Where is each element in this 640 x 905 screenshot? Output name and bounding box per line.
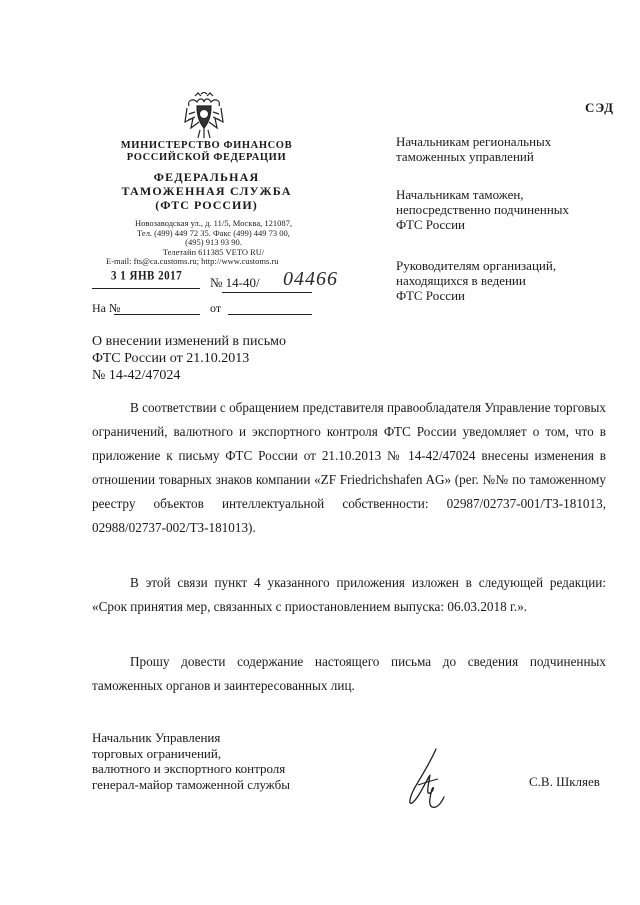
reference-date-label: от — [210, 301, 222, 315]
reference-number-label: На № — [92, 301, 121, 315]
sender-address — [106, 219, 321, 267]
addressee-line: Начальникам региональных — [396, 134, 552, 149]
addressee-line: ФТС России — [396, 217, 465, 232]
number-underline — [222, 292, 312, 293]
subject-line: ФТС России от 21.10.2013 — [92, 351, 250, 366]
body-paragraph-2: В этой связи пункт 4 указанного приложения изложен в следующей редакции: «Срок принятия мер, связанных с приостановлением выпуска: 06.03.2018 г.». — [92, 575, 606, 614]
double-headed-eagle-emblem-icon — [183, 92, 225, 140]
addressee-line: ФТС России — [396, 288, 465, 303]
address-line: Телетайп 611385 VETO RU/ — [162, 246, 265, 257]
outgoing-number-prefix: № 14-40/ — [210, 275, 260, 290]
subject-line: № 14-42/47024 — [92, 368, 181, 383]
addressee-line: непосредственно подчиненных — [396, 202, 570, 217]
addressee-line: Руководителям организаций, — [396, 258, 557, 273]
signatory-title-line: валютного и экспортного контроля — [92, 761, 286, 776]
service-name-line1: ФЕДЕРАЛЬНАЯ — [153, 170, 260, 184]
addressee-block — [396, 258, 626, 303]
date-underline — [92, 288, 200, 289]
subject-line: О внесении изменений в письмо — [92, 334, 286, 349]
ministry-name-line2: РОССИЙСКОЙ ФЕДЕРАЦИИ — [126, 152, 287, 163]
addressee-block — [396, 187, 626, 232]
body-paragraph-3: Прошу довести содержание настоящего письма до сведения подчиненных таможенных органов и заинтересованных лиц. — [92, 654, 606, 693]
reference-date-line — [228, 314, 312, 315]
outgoing-number-handwritten: 04466 — [283, 268, 338, 290]
address-line: Новозаводская ул., д. 11/5, Москва, 121087, — [135, 218, 292, 228]
address-line: Тел. (499) 449 72 35. Факс (499) 449 73 00, — [137, 227, 290, 238]
handwritten-signature — [400, 745, 455, 815]
reference-number-line — [114, 314, 200, 315]
sender-header — [104, 140, 309, 212]
addressee-line: находящихся в ведении — [396, 273, 526, 288]
signatory-name: С.В. Шкляев — [529, 774, 600, 789]
service-name-line2: ТАМОЖЕННАЯ СЛУЖБА — [121, 184, 292, 198]
registration-date-stamp: 3 1 ЯНВ 2017 — [111, 269, 183, 283]
address-line: (495) 913 93 90. — [185, 237, 242, 248]
service-name-line3: (ФТС РОССИИ) — [155, 198, 258, 212]
signatory-title-line: генерал-майор таможенной службы — [92, 776, 290, 792]
signatory-title-line: Начальник Управления — [92, 730, 221, 745]
addressee-line: Начальникам таможен, — [396, 187, 524, 202]
signatory-title — [92, 730, 290, 792]
registry-mark: СЭД — [585, 100, 615, 115]
ministry-name-line1: МИНИСТЕРСТВО ФИНАНСОВ — [120, 140, 293, 151]
addressee-block — [396, 134, 626, 164]
letter-subject — [92, 333, 286, 384]
signatory-title-line: торговых ограничений, — [92, 745, 222, 761]
body-paragraph-1: В соответствии с обращением представителя правообладателя Управление торговых ограничений, валютного и экспортного контроля ФТС России уведомляет о том, что в приложение к письму ФТС России от 21.10.2013 № 14-42/47024 внесены изменения в отношении товарных знаков компании «ZF Friedrichshafen AG» (рег. №№ по таможенному реестру объектов интеллектуальной собственности: 02987/02737-001/ТЗ-181013, 02988/02737-002/ТЗ-181013). — [92, 400, 606, 535]
addressee-line: таможенных управлений — [396, 149, 534, 164]
email-line: E-mail: fts@ca.customs.ru; http://www.customs.ru — [106, 256, 279, 267]
